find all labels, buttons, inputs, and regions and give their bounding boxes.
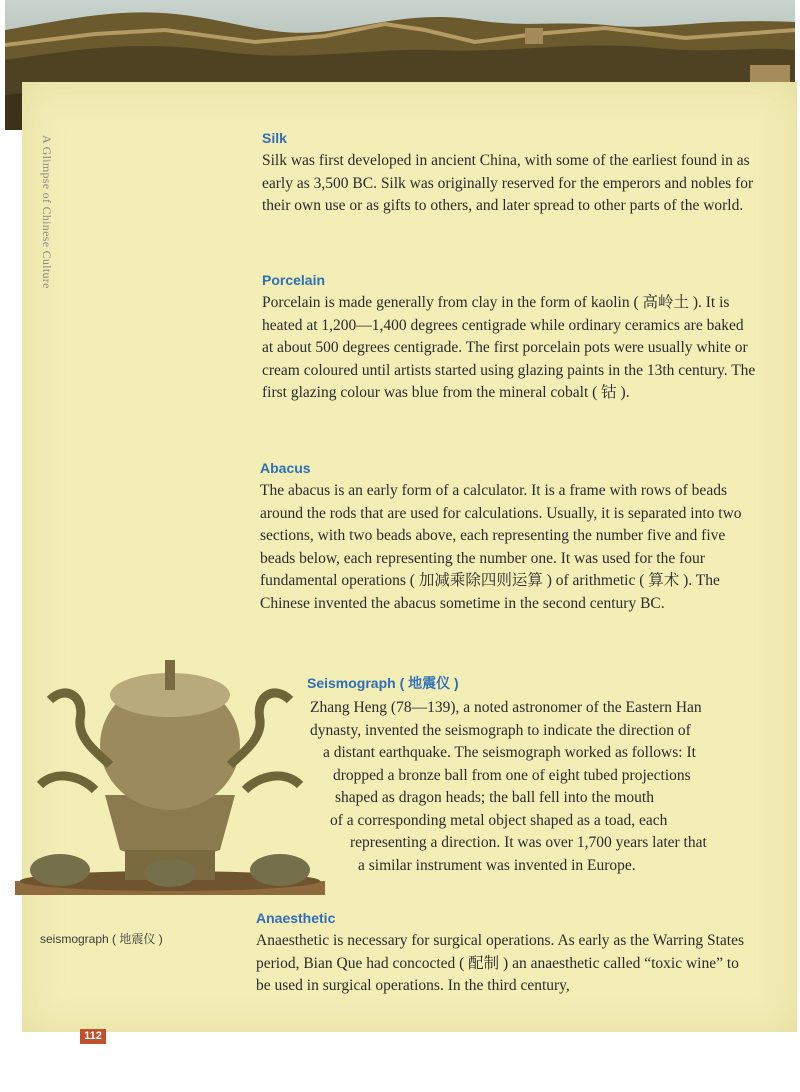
seismograph-caption: seismograph ( 地震仪 )	[40, 932, 163, 946]
seismograph-line: a similar instrument was invented in Europe.	[358, 856, 636, 874]
seismograph-image	[10, 645, 330, 910]
silk-body: Silk was first developed in ancient China, with some of the earliest found in as early as 3,500 BC. Silk was originally reserved for the emperors and nobles for their own use or as gifts to others, and later spread to other parts of the world.	[262, 152, 754, 214]
seismograph-line: of a corresponding metal object shaped as a toad, each	[330, 811, 668, 829]
seismograph-line: a distant earthquake. The seismograph worked as follows: It	[323, 744, 696, 761]
abacus-heading: Abacus	[260, 460, 311, 476]
page-number: 112	[80, 1029, 106, 1044]
section-anaesthetic	[256, 910, 751, 998]
abacus-body: The abacus is an early form of a calculator. It is a frame with rows of beads around the rods that are used for calculations. Usually, it is separated into two sections, with two beads above, each representing the number five and five beads below, each representing the number one. It was used for the four fundamental operations ( 加减乘除四则运算 ) of arithmetic ( 算术 ). The Chinese invented the abacus sometime in the second century BC.	[260, 482, 742, 612]
seismograph-line: Zhang Heng (78—139), a noted astronomer of the Eastern Han	[310, 699, 702, 716]
seismograph-line: representing a direction. It was over 1,700 years later that	[350, 834, 707, 851]
silk-heading: Silk	[262, 130, 287, 146]
seismograph-line: shaped as dragon heads; the ball fell into the mouth	[335, 789, 654, 806]
section-abacus	[260, 460, 750, 615]
section-seismograph	[305, 673, 765, 877]
seismograph-heading: Seismograph ( 地震仪 )	[307, 675, 459, 691]
anaesthetic-heading: Anaesthetic	[256, 910, 336, 926]
porcelain-body: Porcelain is made generally from clay in the form of kaolin ( 高岭土 ). It is heated at 1,200—1,400 degrees centigrade while ordinary ceramics are baked at about 500 degrees centigrade. The first porcelain pots were usually white or cream coloured until artists started using glazing paints in the 13th century. The first glazing colour was blue from the mineral cobalt ( 钴 ).	[262, 294, 756, 401]
section-silk	[262, 130, 757, 218]
porcelain-heading: Porcelain	[262, 272, 326, 288]
seismograph-line: dynasty, invented the seismograph to indicate the direction of	[310, 721, 691, 739]
anaesthetic-body: Anaesthetic is necessary for surgical operations. As early as the Warring States period, Bian Que had concocted ( 配制 ) an anaesthetic called “toxic wine” to be used in surgical operations. In the third century,	[256, 932, 745, 994]
section-porcelain	[262, 272, 757, 405]
chapter-side-label: A Glimpse of Chinese Culture	[40, 135, 54, 289]
seismograph-line: dropped a bronze ball from one of eight tubed projections	[333, 766, 691, 784]
